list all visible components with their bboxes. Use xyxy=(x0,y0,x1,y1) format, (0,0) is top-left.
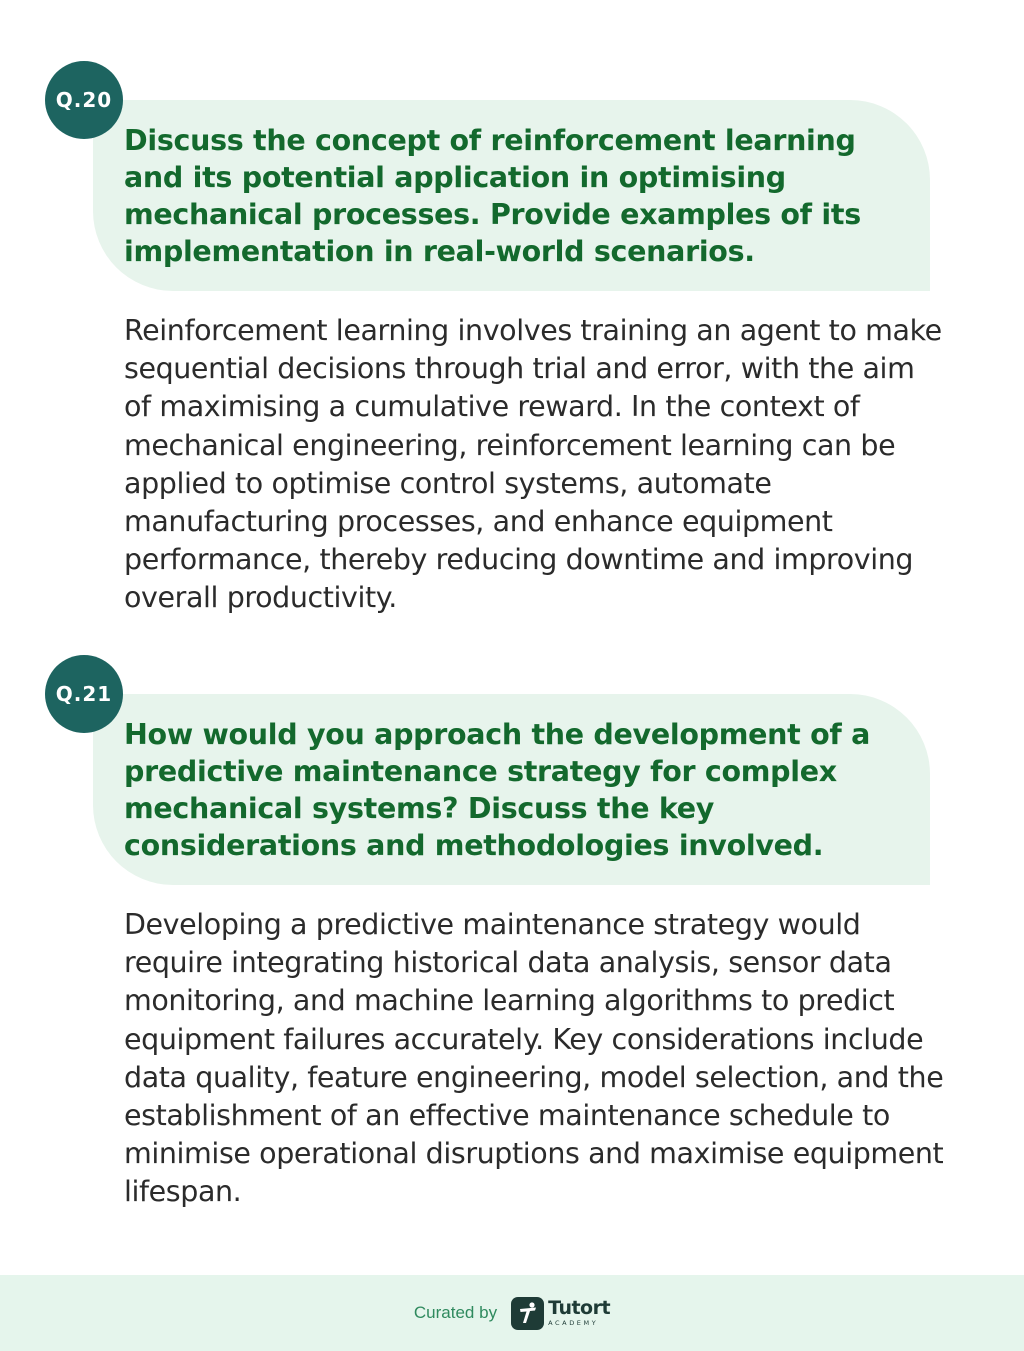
question-box xyxy=(93,694,930,885)
answer-text: Developing a predictive maintenance strategy would require integrating historical data analysis, sensor data monitoring, and machine learning algorithms to predict equipment failures accurately. Key considerations include data quality, feature engineering, model selection, and the establishment of an effective maintenance schedule to minimise operational disruptions and maximise equipment lifespan. xyxy=(124,908,944,1209)
curated-by-label: Curated by xyxy=(413,1303,498,1322)
logo-name: Tutort xyxy=(548,1297,611,1320)
tutort-logo-icon xyxy=(511,1297,544,1330)
question-text: Discuss the concept of reinforcement learning and its potential application in optimising mechanical processes. Provide examples of its implementation in real-world scenarios. xyxy=(124,124,861,268)
answer-text: Reinforcement learning involves training an agent to make sequential decisions through trial and error, with the aim of maximising a cumulative reward. In the context of mechanical engineering, reinforcement learning can be applied to optimise control systems, automate manufacturing processes, and enhance equipment performance, thereby reducing downtime and improving overall productivity. xyxy=(124,314,942,615)
tutort-logo xyxy=(511,1297,610,1330)
footer xyxy=(0,1275,1024,1351)
question-number-badge: Q.21 xyxy=(45,655,123,733)
logo-subtitle: ACADEMY xyxy=(548,1319,599,1328)
question-number-badge: Q.20 xyxy=(45,61,123,139)
question-text: How would you approach the development of a predictive maintenance strategy for complex mechanical systems? Discuss the key considerations and methodologies involved. xyxy=(124,718,870,862)
question-box xyxy=(93,100,930,291)
